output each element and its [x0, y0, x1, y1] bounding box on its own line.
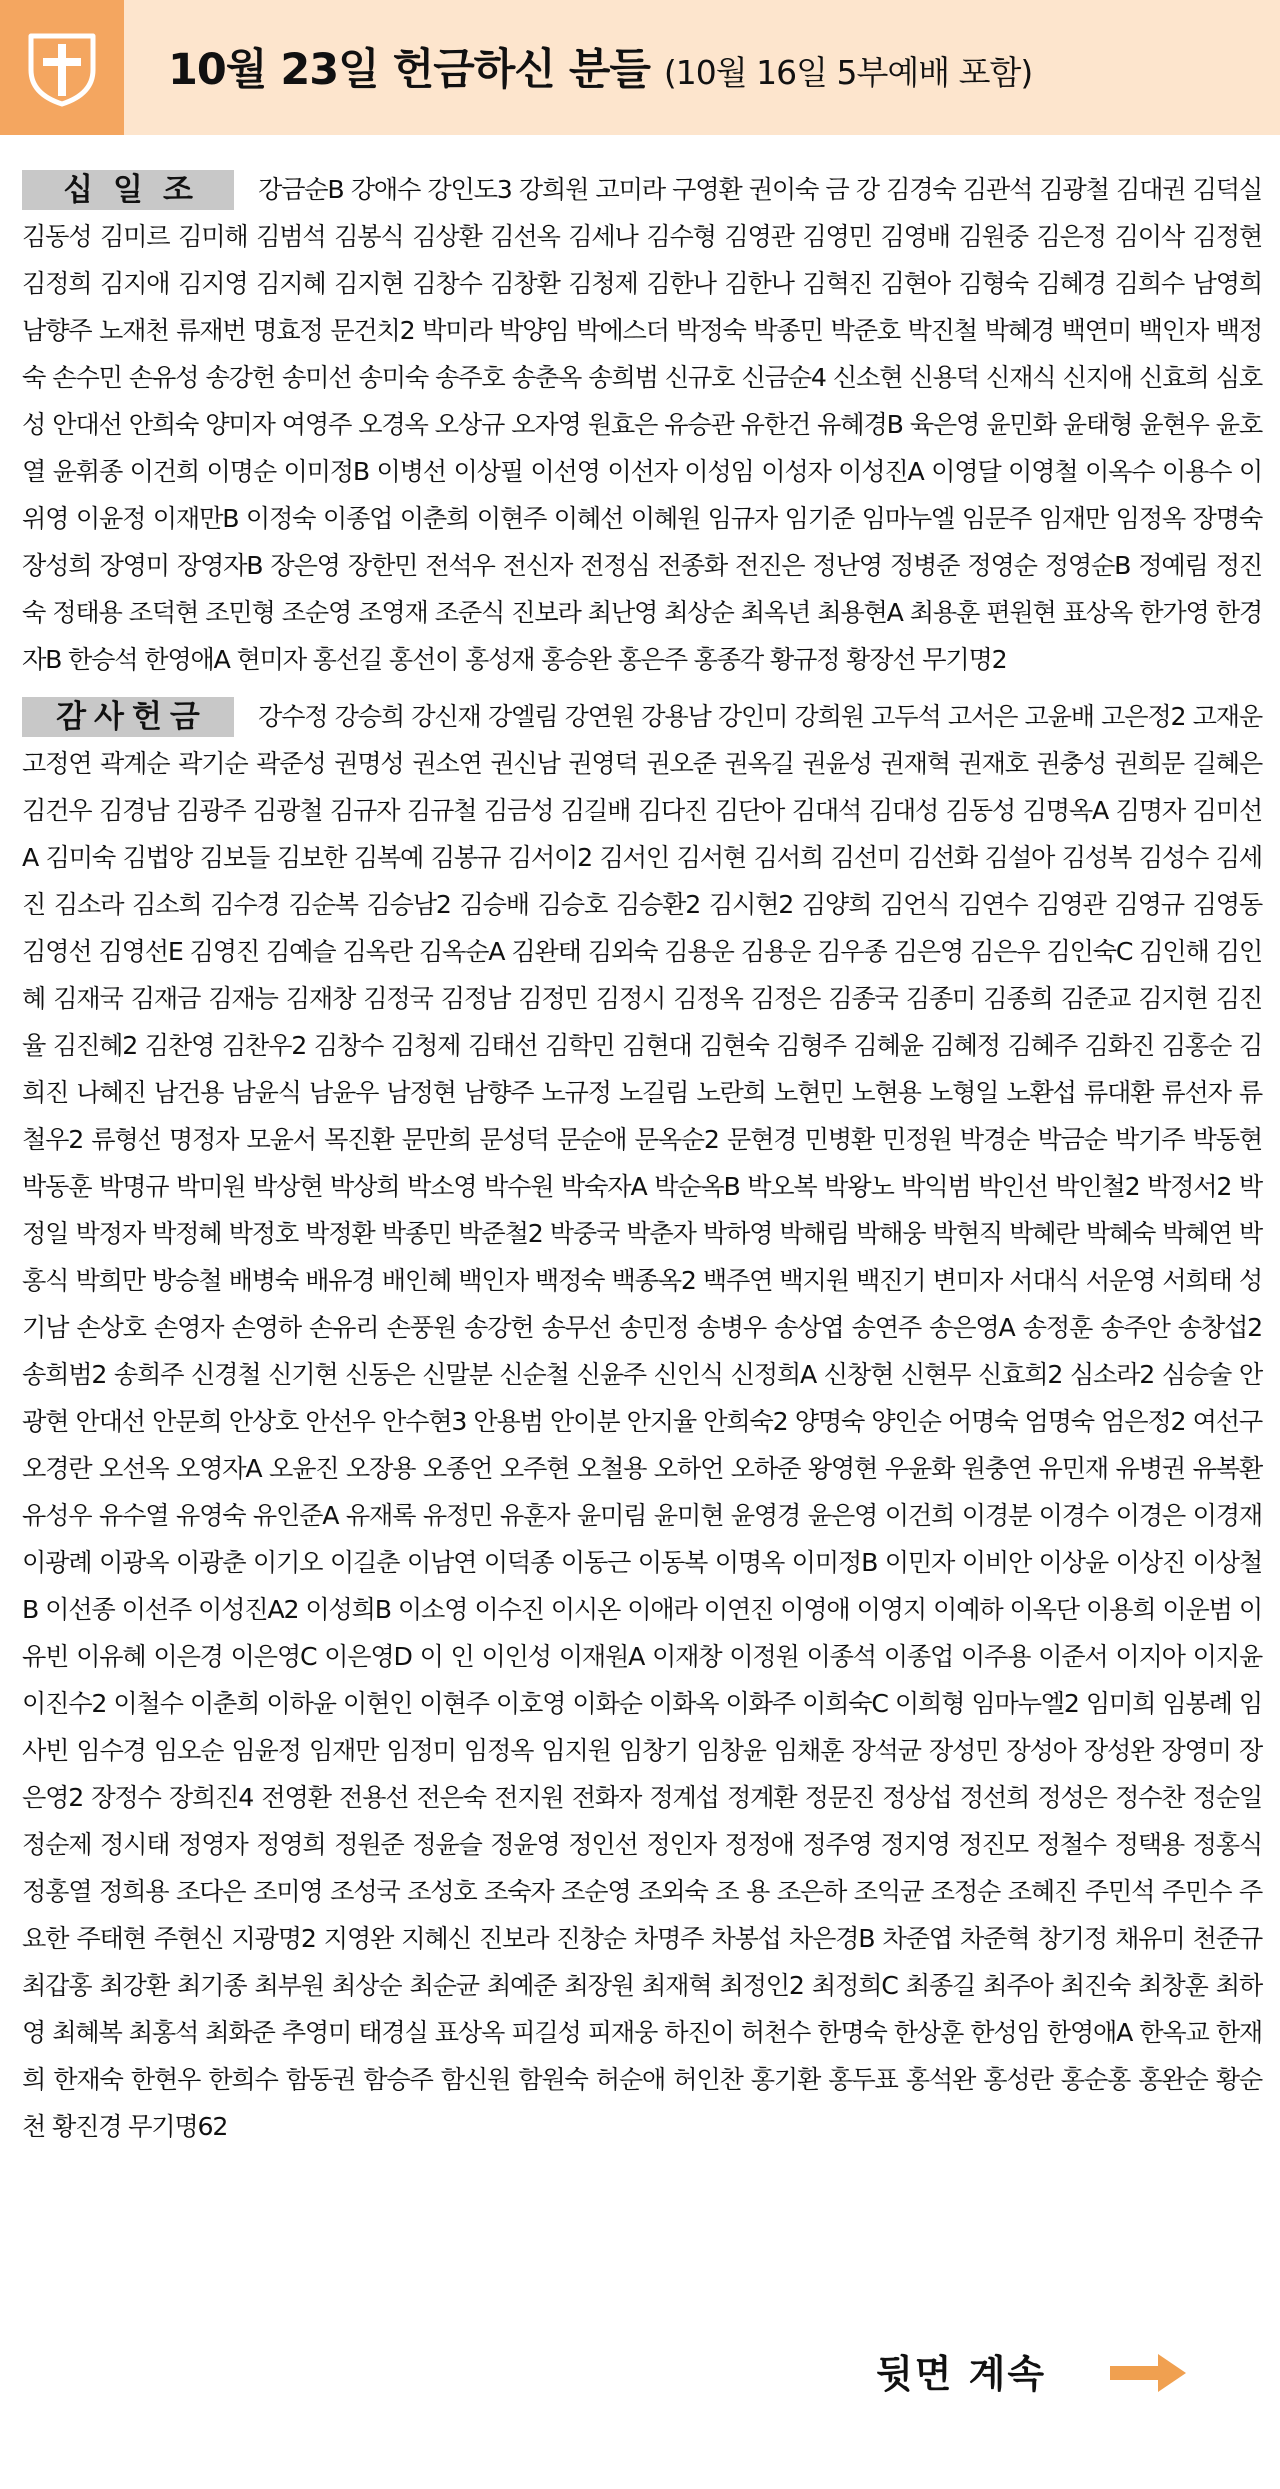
logo [0, 0, 124, 135]
section-tithe [22, 166, 1262, 683]
thanksgiving-name-list: 강수정 강승희 강신재 강엘림 강연원 강용남 강인미 강희원 고두석 고서은 고윤배 고은정2 고재운 고정연 곽계순 곽기순 곽준성 권명성 권소연 권신남 권영덕 권오준 권옥길 권윤성 권재혁 권재호 권충성 권희문 길혜은 김건우 김경남 김광주 김광철 김규자 김규철 김금성 김길배 김다진 김단아 김대석 김대성 김동성 김명옥A 김명자 김미선A 김미숙 김법앙 김보들 김보한 김복예 김봉규 김서이2 김서인 김서현 김서희 김선미 김선화 김설아 김성복 김성수 김세진 김소라 김소희 김수경 김순복 김승남2 김승배 김승호 김승환2 김시현2 김양희 김언식 김연수 김영관 김영규 김영동 김영선 김영선E 김영진 김예슬 김옥란 김옥순A 김완태 김외숙 김용운 김용운 김우종 김은영 김은우 김인숙C 김인해 김인혜 김재국 김재금 김재능 김재창 김정국 김정남 김정민 김정시 김정옥 김정은 김종국 김종미 김종희 김준교 김지현 김진율 김진혜2 김찬영 김찬우2 김창수 김청제 김태선 김학민 김현대 김현숙 김형주 김혜윤 김혜정 김혜주 김화진 김홍순 김희진 나혜진 남건용 남윤식 남윤우 남정현 남향주 노규정 노길림 노란희 노현민 노현용 노형일 노환섭 류대환 류선자 류철우2 류형선 명정자 모윤서 목진환 문만희 문성덕 문순애 문옥순2 문현경 민병환 민정원 박경순 박금순 박기주 박동현 박동훈 박명규 박미원 박상현 박상희 박소영 박수원 박숙자A 박순옥B 박오복 박왕노 박익범 박인선 박인철2 박정서2 박정일 박정자 박정혜 박정호 박정환 박종민 박준철2 박중국 박춘자 박하영 박해림 박해웅 박현직 박혜란 박혜숙 박혜연 박홍식 박희만 방승철 배병숙 배유경 배인혜 백인자 백정숙 백종옥2 백주연 백지원 백진기 변미자 서대식 서운영 서희태 성기남 손상호 손영자 손영하 손유리 손풍원 송강헌 송무선 송민정 송병우 송상엽 송연주 송은영A 송정훈 송주안 송창섭2 송희범2 송희주 신경철 신기현 신동은 신말분 신순철 신윤주 신인식 신정희A 신창현 신현무 신효희2 심소라2 심승술 안광현 안대선 안문희 안상호 안선우 안수현3 안용범 안이분 안지율 안희숙2 양명숙 양인순 어명숙 엄명숙 엄은정2 여선구 오경란 오선옥 오영자A 오윤진 오장용 오종언 오주현 오철용 오하언 오하준 왕영현 우윤화 원충연 유민재 유병권 유복환 유성우 유수열 유영숙 유인준A 유재록 유정민 유훈자 윤미림 윤미현 윤영경 윤은영 이건희 이경분 이경수 이경은 이경재 이광례 이광옥 이광춘 이기오 이길춘 이남연 이덕종 이동근 이동복 이명옥 이미정B 이민자 이비안 이상윤 이상진 이상철B 이선종 이선주 이성진A2 이성희B 이소영 이수진 이시온 이애라 이연진 이영애 이영지 이예하 이옥단 이용희 이운범 이유빈 이유혜 이은경 이은영C 이은영D 이 인 이인성 이재원A 이재창 이정원 이종석 이종업 이주용 이준서 이지아 이지윤 이진수2 이철수 이춘희 이하윤 이현인 이현주 이호영 이화순 이화옥 이화주 이희숙C 이희형 임마누엘2 임미희 임봉례 임사빈 임수경 임오순 임윤정 임재만 임정미 임정옥 임지원 임창기 임창윤 임채훈 장석균 장성민 장성아 장성완 장영미 장은영2 장정수 장희진4 전영환 전용선 전은숙 전지원 전화자 정계섭 정계환 정문진 정상섭 정선희 정성은 정수찬 정순일 정순제 정시태 정영자 정영희 정원준 정윤슬 정윤영 정인선 정인자 정정애 정주영 정지영 정진모 정철수 정택용 정홍식 정홍열 정희용 조다은 조미영 조성국 조성호 조숙자 조순영 조외숙 조 용 조은하 조익균 조정순 조혜진 주민석 주민수 주요한 주태현 주현신 지광명2 지영완 지혜신 진보라 진창순 차명주 차봉섭 차은경B 차준엽 차준혁 창기정 채유미 천준규 최갑홍 최강환 최기종 최부원 최상순 최순균 최예준 최장원 최재혁 최정인2 최정희C 최종길 최주아 최진숙 최창훈 최하영 최혜복 최홍석 최화준 추영미 태경실 표상옥 피길성 피재웅 하진이 허천수 한명숙 한상훈 한성임 한영애A 한옥교 한재희 한재숙 한현우 한희수 함동권 함승주 함신원 함원숙 허순애 허인찬 홍기환 홍두표 홍석완 홍성란 홍순홍 홍완순 황순천 황진경 무기명62 [22, 702, 1262, 2141]
section-label-tithe: 십일조 [22, 170, 234, 210]
thanksgiving-names [22, 693, 1262, 2150]
section-label-thanksgiving: 감사헌금 [22, 697, 234, 737]
cross-shield-icon [25, 30, 99, 108]
page-header [0, 0, 1280, 135]
page-title [168, 36, 1032, 97]
continue-label: 뒷면 계속 [876, 2352, 1047, 2396]
arrow-right-icon [1108, 2351, 1188, 2395]
title-main: 10월 23일 헌금하신 분들 [168, 45, 650, 95]
continue-note [876, 2335, 1216, 2405]
tithe-names [22, 166, 1262, 683]
title-subtitle: (10월 16일 5부예배 포함) [663, 53, 1033, 92]
section-thanksgiving [22, 693, 1262, 2150]
tithe-name-list: 강금순B 강애수 강인도3 강희원 고미라 구영환 권이숙 금 강 김경숙 김관석 김광철 김대권 김덕실 김동성 김미르 김미해 김범석 김봉식 김상환 김선옥 김세나 김수형 김영관 김영민 김영배 김원중 김은정 김이삭 김정현 김정희 김지애 김지영 김지혜 김지현 김창수 김창환 김청제 김한나 김한나 김혁진 김현아 김형숙 김혜경 김희수 남영희 남향주 노재천 류재번 명효정 문건치2 박미라 박양임 박에스더 박정숙 박종민 박준호 박진철 박혜경 백연미 백인자 백정숙 손수민 손유성 송강헌 송미선 송미숙 송주호 송춘옥 송희범 신규호 신금순4 신소현 신용덕 신재식 신지애 신효희 심호성 안대선 안희숙 양미자 여영주 오경옥 오상규 오자영 원효은 유승관 유한건 유혜경B 육은영 윤민화 윤태형 윤현우 윤호열 윤휘종 이건희 이명순 이미정B 이병선 이상필 이선영 이선자 이성임 이성자 이성진A 이영달 이영철 이옥수 이용수 이위영 이윤정 이재만B 이정숙 이종업 이춘희 이현주 이혜선 이혜원 임규자 임기준 임마누엘 임문주 임재만 임정옥 장명숙 장성희 장영미 장영자B 장은영 장한민 전석우 전신자 전정심 전종화 전진은 정난영 정병준 정영순 정영순B 정예림 정진숙 정태용 조덕현 조민형 조순영 조영재 조준식 진보라 최난영 최상순 최옥년 최용현A 최용훈 편원현 표상옥 한가영 한경자B 한승석 한영애A 현미자 홍선길 홍선이 홍성재 홍승완 홍은주 홍종각 황규정 황장선 무기명2 [22, 175, 1262, 674]
